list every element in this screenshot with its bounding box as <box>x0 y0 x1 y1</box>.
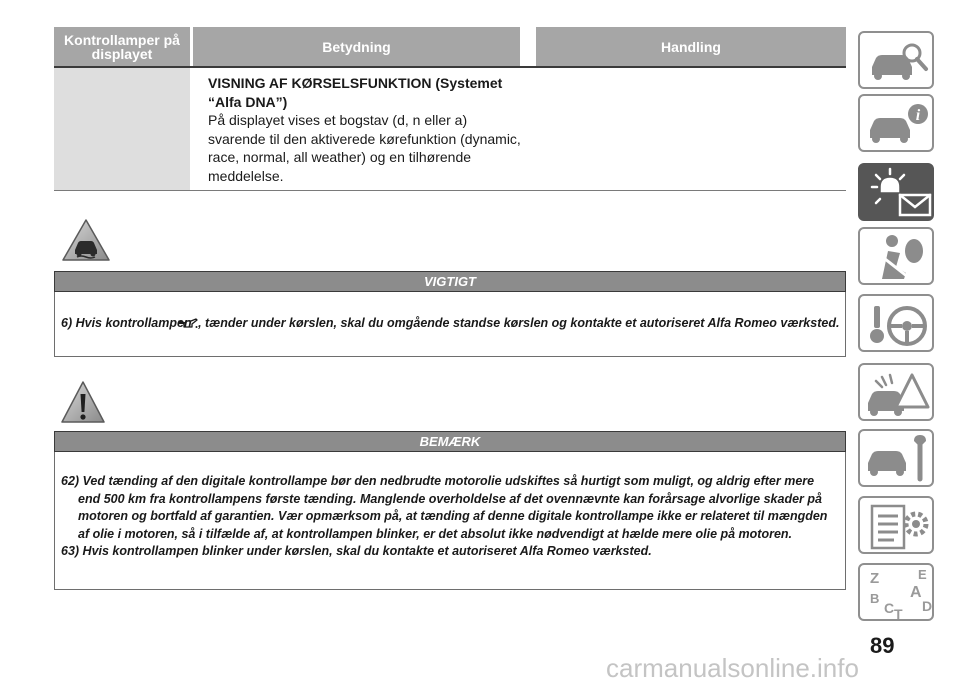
vigtigt-box <box>54 292 846 357</box>
index-letter-a: A <box>910 584 922 601</box>
airbag-passenger-icon <box>860 229 936 287</box>
bemaerk-box <box>54 452 846 590</box>
bemaerk-title-bar: BEMÆRK <box>54 431 846 452</box>
index-letter-t: T <box>894 606 903 622</box>
bemaerk-notes <box>61 473 839 561</box>
sidebar-tab-index[interactable] <box>858 563 934 621</box>
sidebar-tab-emergency[interactable] <box>858 363 934 421</box>
sidebar-tab-safety[interactable] <box>858 227 934 285</box>
steering-wheel-key-icon <box>860 296 936 354</box>
note-prefix: 6) Hvis kontrollampen <box>61 316 196 330</box>
vigtigt-title-bar: VIGTIGT <box>54 271 846 292</box>
table-header-meaning: Betydning <box>193 27 520 66</box>
sidebar-tab-warning-lights[interactable] <box>858 163 934 221</box>
car-info-icon <box>860 96 936 154</box>
svg-text:i: i <box>915 107 921 124</box>
table-row-rule <box>54 190 846 191</box>
meaning-heading: VISNING AF KØRSELSFUNKTION (Systemet “Alfa DNA”) <box>208 75 503 110</box>
meaning-cell <box>208 74 526 186</box>
sidebar-tab-dashboard[interactable] <box>858 31 934 89</box>
car-wrench-icon <box>860 431 936 489</box>
note-63: 63) Hvis kontrollampen blinker under kørslen, skal du kontakte et autoriseret Alfa Romeo værksted. <box>61 544 652 558</box>
sidebar-tab-starting[interactable] <box>858 294 934 352</box>
note-suffix: , tænder under kørslen, skal du omgående standse kørslen og kontakte et autoriseret Alfa Romeo værksted. <box>198 316 840 330</box>
sidebar-tab-info[interactable] <box>858 94 934 152</box>
index-letter-c: C <box>884 600 895 616</box>
note-62: 62) Ved tænding af den digitale kontrollampe bør den nedbrudte motorolie udskiftes så hurtigt som muligt, og aldrig efter mere end 500 km fra kontrollampens første tænding. Manglende overholdelse af det ovennævnte kan forårsage alvorlige skader på motoren og bortfald af garantien. Vær opmærksom på, at tænding af denne digitale kontrollampe ikke er relateret til mængden af olie i motoren, så i tilfælde af, at kontrollampen blinker, er det absolut ikke nødvendigt at hælde mere olie på motoren. <box>61 474 828 541</box>
index-letter-b: B <box>870 591 880 606</box>
action-cell <box>536 68 846 190</box>
meaning-text: På displayet vises et bogstav (d, n eller a) svarende til den aktiverede kørefunktion (dynamic, race, normal, all weather) og en tilhørende meddelelse. <box>208 112 521 184</box>
index-letter-z: Z <box>870 570 880 587</box>
car-search-icon <box>860 33 936 91</box>
lamp-cell <box>54 68 190 190</box>
sidebar-tab-maintenance[interactable] <box>858 429 934 487</box>
table-header-action: Handling <box>536 27 846 66</box>
exclamation-triangle-icon <box>60 380 106 429</box>
car-breakdown-icon <box>860 365 936 423</box>
specifications-gear-icon <box>860 498 936 556</box>
car-warning-triangle-icon <box>61 218 111 267</box>
warning-light-message-icon <box>860 165 936 223</box>
index-letter-d: D <box>922 598 933 614</box>
index-letter-e: E <box>918 567 927 582</box>
sidebar-tab-specifications[interactable] <box>858 496 934 554</box>
alphabetical-index-icon <box>860 565 936 623</box>
page-number: 89 <box>870 633 895 658</box>
table-header-lamps: Kontrollamper på displayet <box>54 27 190 66</box>
vigtigt-note <box>61 315 848 335</box>
watermark: carmanualsonline.info <box>606 653 859 683</box>
